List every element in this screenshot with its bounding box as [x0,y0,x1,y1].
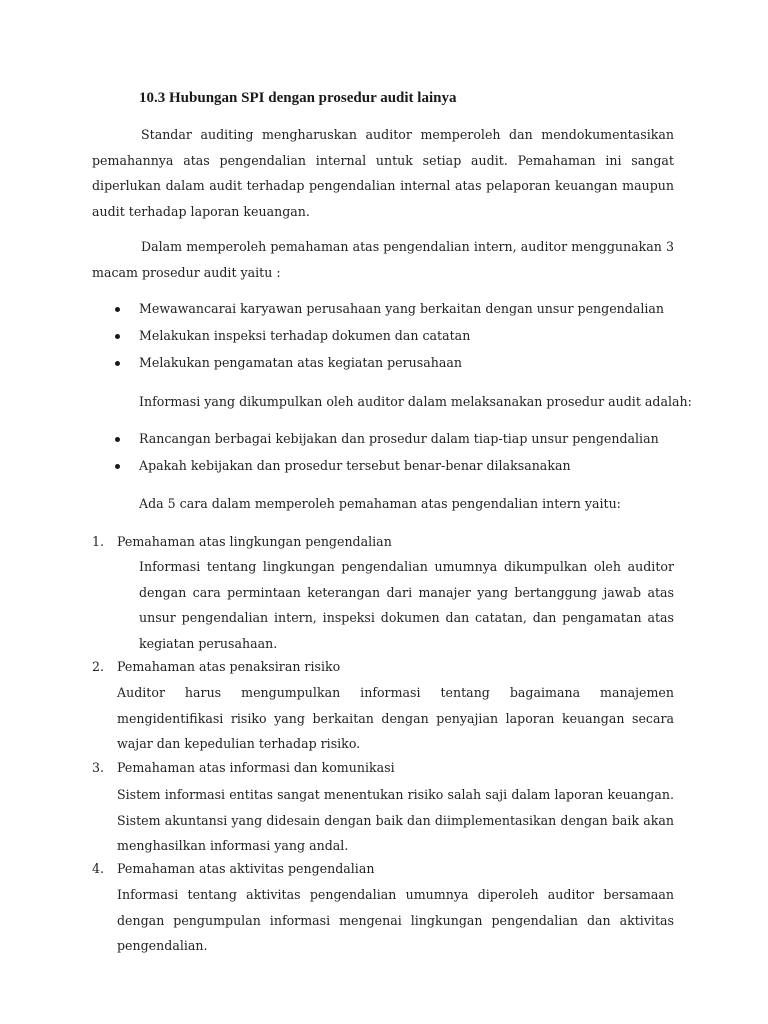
list-item-text: Apakah kebijakan dan prosedur tersebut benar-benar dilaksanakan [139,458,571,473]
numbered-item [92,532,682,552]
item-body: Sistem informasi entitas sangat menentukan risiko salah saji dalam laporan keuangan. Sistem akuntansi yang didesain dengan baik dan diimplementasikan dengan baik akan menghasilkan informasi yang andal. [117,787,674,853]
list-item [111,326,681,346]
numbered-item [92,758,682,778]
list-item [111,429,681,449]
item-body: Informasi tentang aktivitas pengendalian umumnya diperoleh auditor bersamaan dengan pengumpulan informasi mengenai lingkungan pengendalian dan aktivitas pengendalian. [117,887,674,953]
numbered-item [92,859,682,879]
list-item-text: Mewawancarai karyawan perusahaan yang berkaitan dengan unsur pengendalian [139,301,665,316]
item-title: Pemahaman atas penaksiran risiko [117,659,341,674]
list-item [111,299,681,319]
procedures-paragraph: Dalam memperoleh pemahaman atas pengendalian intern, auditor menggunakan 3 macam prosedur audit yaitu : [92,239,674,280]
bullet-icon [115,334,120,339]
item-title: Pemahaman atas informasi dan komunikasi [117,760,395,775]
item-title: Pemahaman atas lingkungan pengendalian [117,534,392,549]
bullet-icon [115,437,120,442]
item-body: Auditor harus mengumpulkan informasi tentang bagaimana manajemen mengidentifikasi risiko yang berkaitan dengan penyajian laporan keuangan secara wajar dan kepedulian terhadap risiko. [117,685,674,751]
bullet-icon [115,361,120,366]
item-number: 4. [92,861,105,876]
item-number: 3. [92,760,105,775]
numbered-item [92,657,682,677]
item-title: Pemahaman atas aktivitas pengendalian [117,861,375,876]
bullet-icon [115,464,120,469]
list-item-text: Rancangan berbagai kebijakan dan prosedur dalam tiap-tiap unsur pengendalian [139,431,659,446]
section-heading: 10.3 Hubungan SPI dengan prosedur audit lainya [139,90,457,106]
list-item-text: Melakukan inspeksi terhadap dokumen dan catatan [139,328,471,343]
information-paragraph: Informasi yang dikumpulkan oleh auditor dalam melaksanakan prosedur audit adalah: [139,394,692,409]
list-item-text: Melakukan pengamatan atas kegiatan perusahaan [139,355,462,370]
methods-paragraph: Ada 5 cara dalam memperoleh pemahaman atas pengendalian intern yaitu: [139,496,621,511]
item-body: Informasi tentang lingkungan pengendalian umumnya dikumpulkan oleh auditor dengan cara permintaan keterangan dari manajer yang bertanggung jawab atas unsur pengendalian intern, inspeksi dokumen dan catatan, dan pengamatan atas kegiatan perusahaan. [139,559,674,651]
list-item [111,353,681,373]
bullet-icon [115,307,120,312]
item-number: 2. [92,659,105,674]
item-number: 1. [92,534,105,549]
intro-paragraph: Standar auditing mengharuskan auditor memperoleh dan mendokumentasikan pemahannya atas pengendalian internal untuk setiap audit. Pemahaman ini sangat diperlukan dalam audit terhadap pengendalian internal atas pelaporan keuangan maupun audit terhadap laporan keuangan. [92,127,674,219]
list-item [111,456,681,476]
